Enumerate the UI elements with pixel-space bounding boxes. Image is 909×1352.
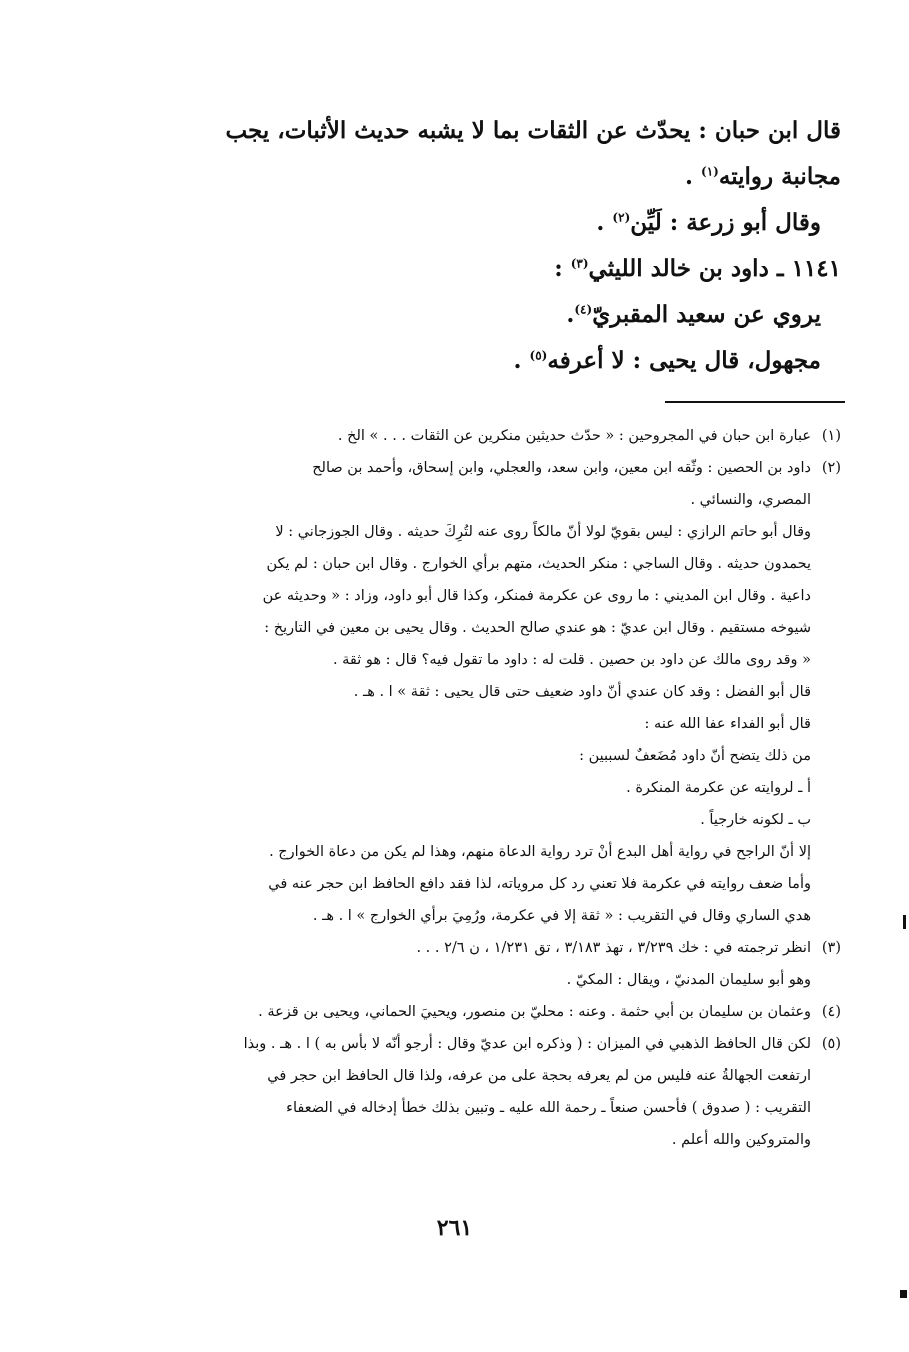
footnote-ref[interactable]: (٢) bbox=[612, 210, 631, 225]
footnote-ref[interactable]: (٤) bbox=[574, 302, 593, 317]
footnote-line: وهو أبو سليمان المدنيّ ، ويقال : المكيّ . bbox=[566, 972, 811, 988]
footnote-line: داود بن الحصين : وثّقه ابن معين، وابن سعد، والعجلي، وابن إسحاق، وأحمد بن صالح bbox=[312, 460, 811, 476]
footnote-line: « وقد روى مالك عن داود بن حصين . قلت له : داود ما تقول فيه؟ قال : هو ثقة . bbox=[332, 652, 811, 668]
footnote-line: انظر ترجمته في : خك ٣/٢٣٩ ، تهذ ٣/١٨٣ ، تق ١/٢٣١ ، ن ٢/٦ . . . bbox=[416, 940, 811, 956]
paragraph-majhul: مجهول، قال يحيى : لا أعرفه$^{(٥)}$ . bbox=[513, 347, 821, 374]
footnote-number: (١) bbox=[821, 428, 841, 444]
footnote-line: هدي الساري وقال في التقريب : « ثقة إلا في عكرمة، ورُمِيَ برأي الخوارج » ا . هـ . bbox=[312, 908, 811, 924]
footnote-line: من ذلك يتضح أنّ داود مُضَعفٌ لسببين : bbox=[579, 748, 811, 764]
main-text bbox=[71, 108, 841, 384]
scan-mark bbox=[900, 1290, 907, 1298]
entry-title: ١١٤١ ـ داود بن خالد الليثي bbox=[588, 255, 841, 282]
footnote-separator bbox=[665, 401, 845, 403]
footnote-line: ب ـ لكونه خارجياً . bbox=[700, 812, 811, 828]
footnote-number: (٣) bbox=[821, 940, 841, 956]
paragraph-line: يروي عن سعيد المقبريّ bbox=[592, 301, 821, 328]
footnote-line: لكن قال الحافظ الذهبي في الميزان : ( وذكره ابن عديّ وقال : أرجو أنّه لا بأس به ) ا . هـ . وبذا bbox=[243, 1036, 811, 1052]
paragraph-line: قال ابن حبان : يحدّث عن الثقات بما لا يشبه حديث الأثبات، يجب bbox=[225, 117, 841, 144]
footnote-1 bbox=[71, 420, 841, 452]
footnote-line: وقال أبو حاتم الرازي : ليس بقويّ لولا أنّ مالكاً روى عنه لتُرِكَ حديثه . وقال الجوزجاني : لا bbox=[275, 524, 811, 540]
footnote-line: إلا أنّ الراجح في رواية أهل البدع أنْ ترد رواية الدعاة منهم، وهذا لم يكن من دعاة الخوارج . bbox=[269, 844, 811, 860]
paragraph-line: مجهول، قال يحيى : لا أعرفه bbox=[547, 347, 821, 374]
footnote-2 bbox=[71, 452, 841, 932]
footnote-line: التقريب : ( صدوق ) فأحسن صنعاً ـ رحمة الله عليه ـ وتبين بذلك خطأ إدخاله في الضعفاء bbox=[286, 1100, 811, 1116]
footnote-number: (٤) bbox=[821, 1004, 841, 1020]
footnote-line: والمتروكين والله أعلم . bbox=[671, 1132, 811, 1148]
footnote-number: (٢) bbox=[821, 460, 841, 476]
footnote-ref[interactable]: (١) bbox=[701, 164, 719, 179]
paragraph-narrates: يروي عن سعيد المقبريّ$^{(٤)}$. bbox=[566, 301, 821, 328]
footnote-line: وأما ضعف روايته في عكرمة فلا تعني رد كل مروياته، لذا فقد دافع الحافظ ابن حجر عنه في bbox=[268, 876, 811, 892]
footnote-ref[interactable]: (٥) bbox=[529, 348, 548, 363]
footnote-line: وعثمان بن سليمان بن أبي حثمة . وعنه : محليّ بن منصور، ويحييَ الحماني، ويحيى بن قزعة . bbox=[258, 1004, 811, 1020]
entry-heading: ١١٤١ ـ داود بن خالد الليثي$^{(٣)}$ : bbox=[554, 255, 841, 282]
footnote-number: (٥) bbox=[821, 1036, 841, 1052]
footnote-line: يحمدون حديثه . وقال الساجي : منكر الحديث، متهم برأي الخوارج . وقال ابن حبان : لم يكن bbox=[266, 556, 811, 572]
page-number: ٢٦١ bbox=[436, 1215, 473, 1241]
footnote-5 bbox=[71, 1028, 841, 1156]
paragraph-line: وقال أبو زرعة : لَيِّن bbox=[630, 209, 821, 236]
footnote-line: داعية . وقال ابن المديني : ما روى عن عكرمة فمنكر، وكذا قال أبو داود، وزاد : « وحديثه عن bbox=[262, 588, 811, 604]
footnote-line: أ ـ لروايته عن عكرمة المنكرة . bbox=[626, 780, 811, 796]
paragraph-line: مجانبة روايته bbox=[718, 163, 841, 190]
footnote-ref[interactable]: (٣) bbox=[570, 256, 589, 271]
footnote-3 bbox=[71, 932, 841, 996]
footnote-line: عبارة ابن حبان في المجروحين : « حدّث حديثين منكرين عن الثقات . . . » الخ . bbox=[337, 428, 811, 444]
paragraph-ibn-hibban: قال ابن حبان : يحدّث عن الثقات بما لا يشبه حديث الأثبات، يجب مجانبة روايته$^{(١)}$ . bbox=[225, 117, 841, 190]
footnotes bbox=[71, 420, 841, 1156]
footnote-line: المصري، والنسائي . bbox=[690, 492, 811, 508]
footnote-line: شيوخه مستقيم . وقال ابن عديّ : هو عندي صالح الحديث . وقال يحيى بن معين في التاريخ : bbox=[264, 620, 811, 636]
footnote-line: ارتفعت الجهالةُ عنه فليس من لم يعرفه بحجة على من عرفه، ولذا قال الحافظ ابن حجر في bbox=[267, 1068, 811, 1084]
footnote-4 bbox=[71, 996, 841, 1028]
footnote-line: قال أبو الفضل : وقد كان عندي أنّ داود ضعيف حتى قال يحيى : ثقة » ا . هـ . bbox=[353, 684, 811, 700]
scan-mark bbox=[903, 915, 906, 929]
paragraph-abu-zura: وقال أبو زرعة : لَيِّن$^{(٢)}$ . bbox=[596, 209, 821, 236]
footnote-line: قال أبو الفداء عفا الله عنه : bbox=[644, 716, 811, 732]
